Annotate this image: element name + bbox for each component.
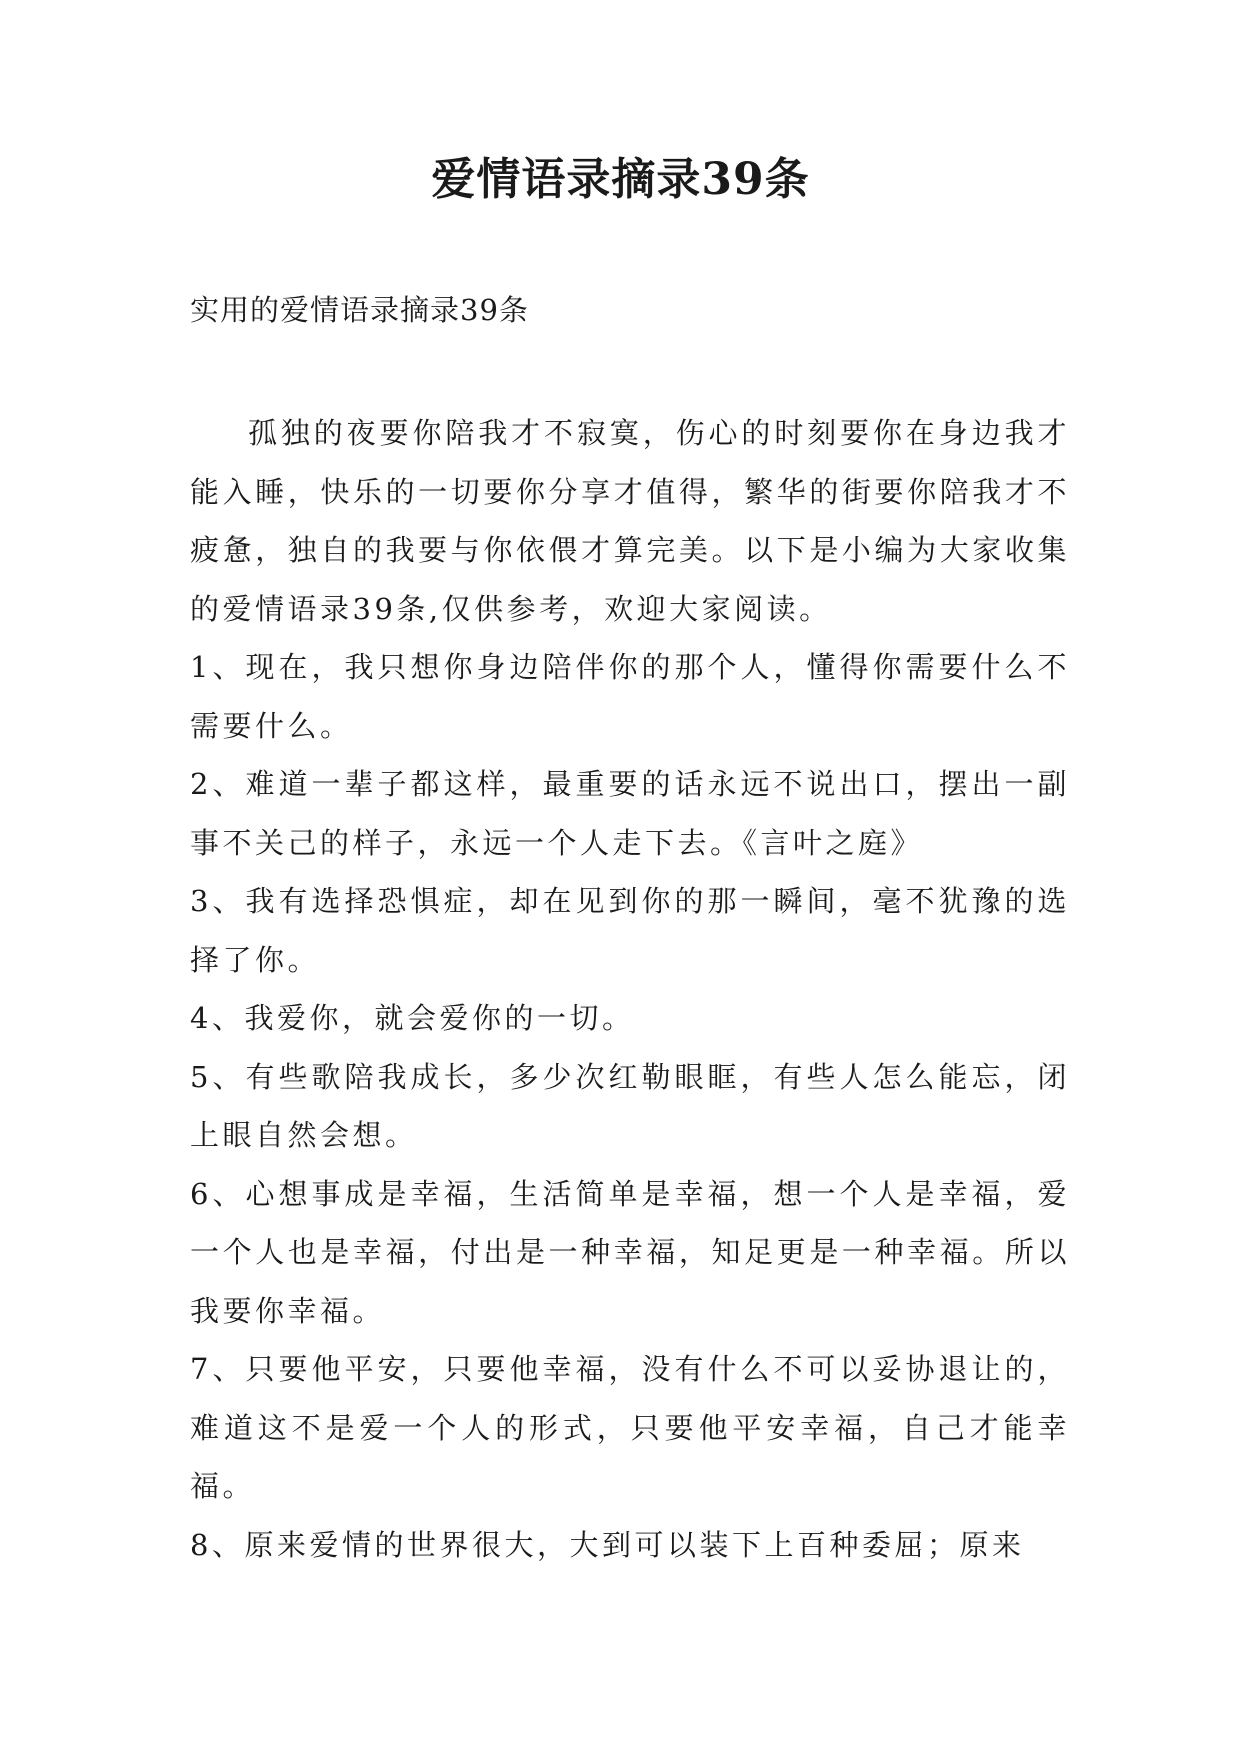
document-title: 爱情语录摘录39条 (431, 154, 810, 205)
quote-item-4: 4、我爱你，就会爱你的一切。 (190, 1001, 635, 1035)
quote-item-8: 8、原来爱情的世界很大，大到可以装下上百种委屈；原来 (190, 1527, 1025, 1562)
quote-item-7: 7、只要他平安，只要他幸福，没有什么不可以妥协退让的，难道这不是爱一个人的形式，只要他平安幸福，自己才能幸福。 (190, 1352, 1070, 1503)
document-body (190, 404, 1070, 1574)
quote-item-1: 1、现在，我只想你身边陪伴你的那个人，懂得你需要什么不需要什么。 (190, 650, 1070, 743)
quote-item-6: 6、心想事成是幸福，生活简单是幸福，想一个人是幸福，爱一个人也是幸福，付出是一种幸福，知足更是一种幸福。所以我要你幸福。 (190, 1176, 1070, 1328)
document-subtitle: 实用的爱情语录摘录39条 (190, 293, 529, 327)
quote-item-5: 5、有些歌陪我成长，多少次红勒眼眶，有些人怎么能忘，闭上眼自然会想。 (190, 1059, 1070, 1152)
quote-item-3: 3、我有选择恐惧症，却在见到你的那一瞬间，毫不犹豫的选择了你。 (190, 884, 1070, 977)
quote-item-2: 2、难道一辈子都这样，最重要的话永远不说出口，摆出一副事不关己的样子，永远一个人走下去。《言叶之庭》 (190, 767, 1070, 860)
intro-paragraph: 孤独的夜要你陪我才不寂寞，伤心的时刻要你在身边我才能入睡，快乐的一切要你分享才值得，繁华的街要你陪我才不疲惫，独自的我要与你依偎才算完美。以下是小编为大家收集的爱情语录39条,仅供参考，欢迎大家阅读。 (190, 416, 1070, 626)
